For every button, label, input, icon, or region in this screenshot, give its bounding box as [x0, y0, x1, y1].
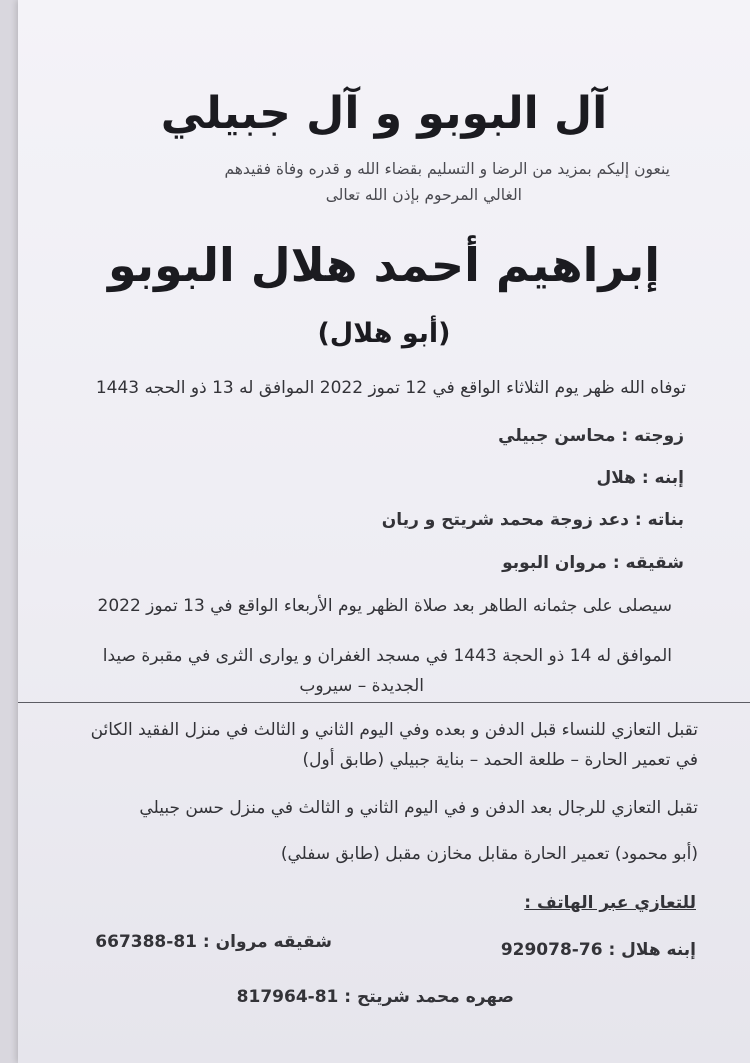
men-condolences-line-2: (أبو محمود) تعمير الحارة مقابل مخازن مقبل (طابق سفلي) — [280, 844, 698, 864]
families-title: آل البوبو و آل جبيلي — [160, 88, 608, 139]
prayer-line-2: الموافق له 14 ذو الحجة 1443 في مسجد الغفران و يوارى الثرى في مقبرة صيدا — [102, 646, 672, 666]
obituary-paper — [18, 0, 750, 1063]
prayer-line-1: سيصلى على جثمانه الطاهر بعد صلاة الظهر يوم الأربعاء الواقع في 13 تموز 2022 — [97, 596, 672, 616]
wife-line: زوجته : محاسن جبيلي — [498, 426, 684, 446]
brother-line: شقيقه : مروان البوبو — [502, 553, 684, 573]
phone-heading: للتعازي عبر الهاتف : — [524, 893, 696, 913]
women-condolences-line-2: في تعمير الحارة – طلعة الحمد – بناية جبيلي (طابق أول) — [302, 750, 698, 770]
nickname: (أبو هلال) — [317, 318, 451, 349]
intro-line-2: الغالي المرحوم بإذن الله تعالى — [325, 186, 522, 204]
phone-son-in-law: صهره محمد شريتح : 81-817964 — [236, 987, 514, 1007]
women-condolences-line-1: تقبل التعازي للنساء قبل الدفن و بعده وفي اليوم الثاني و الثالث في منزل الفقيد الكائن — [90, 720, 698, 740]
son-line: إبنه : هلال — [596, 468, 684, 488]
prayer-line-3: الجديدة – سيروب — [299, 676, 424, 696]
phone-son: إبنه هلال : 76-929078 — [500, 940, 696, 960]
intro-line-1: ينعون إليكم بمزيد من الرضا و التسليم بقضاء الله و قدره وفاة فقيدهم — [224, 160, 670, 178]
men-condolences-line-1: تقبل التعازي للرجال بعد الدفن و في اليوم الثاني و الثالث في منزل حسن جبيلي — [139, 798, 698, 818]
deceased-name: إبراهيم أحمد هلال البوبو — [107, 238, 661, 292]
daughters-line: بناته : دعد زوجة محمد شريتح و ريان — [381, 510, 684, 530]
death-date-line: توفاه الله ظهر يوم الثلاثاء الواقع في 12 تموز 2022 الموافق له 13 ذو الحجه 1443 — [95, 378, 686, 398]
phone-brother: شقيقه مروان : 81-667388 — [95, 932, 332, 952]
section-divider — [18, 702, 750, 703]
